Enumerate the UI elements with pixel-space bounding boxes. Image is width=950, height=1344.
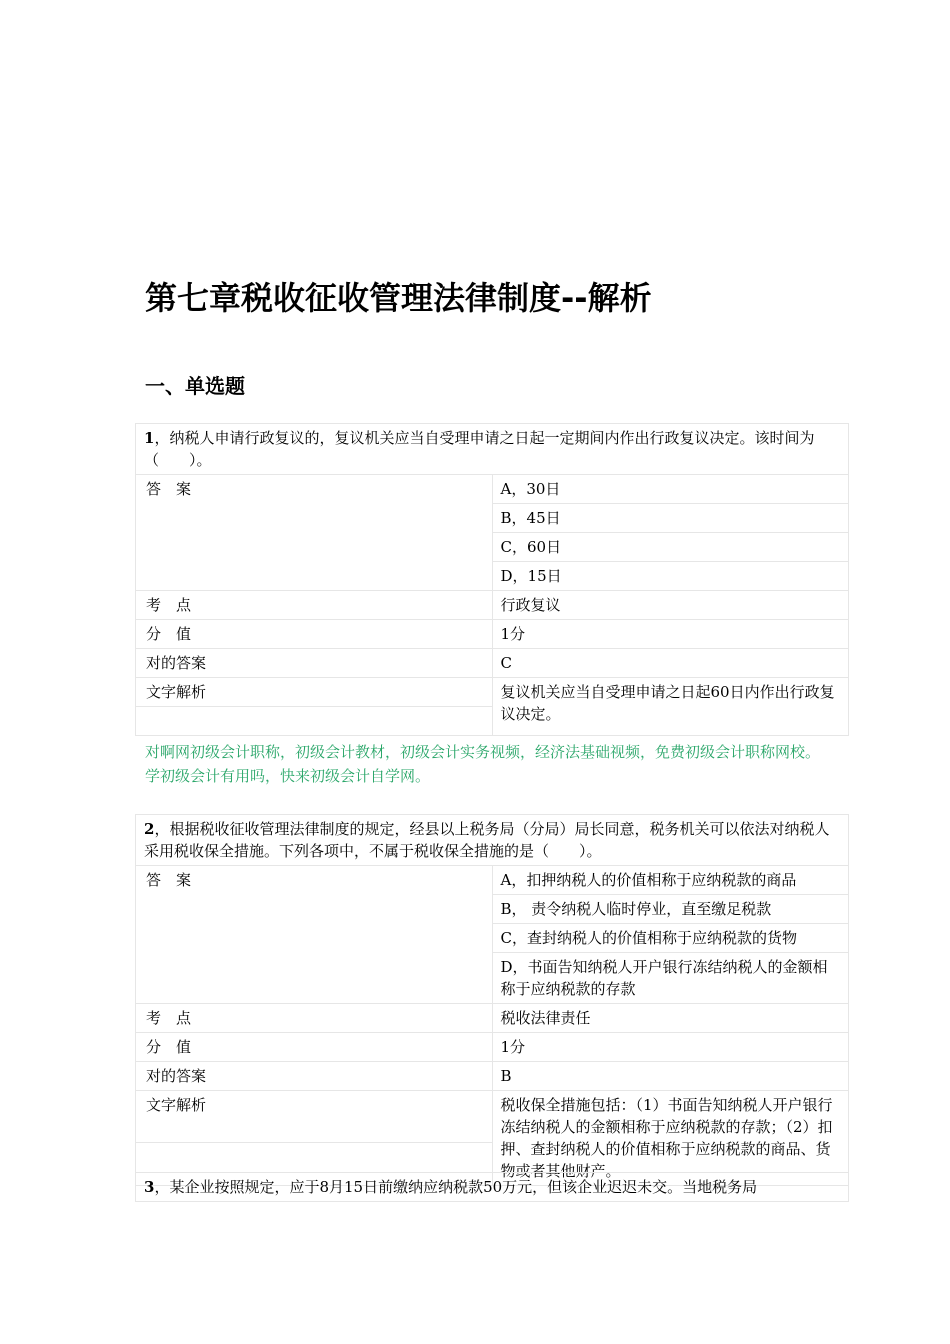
option-c: C，查封纳税人的价值相称于应纳税款的货物 [492, 924, 849, 953]
score-value: 1分 [492, 1033, 849, 1062]
question-3-table [135, 1172, 849, 1202]
explanation-text: 复议机关应当自受理申请之日起60日内作出行政复议决定。 [492, 678, 849, 736]
topic-value: 税收法律责任 [492, 1004, 849, 1033]
option-c: C，60日 [492, 533, 849, 562]
question-3-stem [136, 1173, 849, 1202]
answer-label: 答 案 [136, 475, 493, 591]
score-value: 1分 [492, 620, 849, 649]
correct-answer-label: 对的答案 [136, 1062, 493, 1091]
option-b: B，45日 [492, 504, 849, 533]
document-title: 第七章税收征收管理法律制度--解析 [145, 279, 652, 317]
correct-answer-value: C [492, 649, 849, 678]
question-2-table [135, 814, 849, 1186]
promo-block [145, 740, 825, 788]
answer-label: 答 案 [136, 866, 493, 1004]
question-text: ，某企业按照规定，应于8月15日前缴纳应纳税款50万元，但该企业迟迟未交。当地税务局 [154, 1178, 758, 1196]
option-d: D，15日 [492, 562, 849, 591]
question-2-stem [136, 815, 849, 866]
question-1-stem [136, 424, 849, 475]
option-b: B， 责令纳税人临时停业，直至缴足税款 [492, 895, 849, 924]
question-number: 2 [144, 820, 155, 838]
question-text: ，纳税人申请行政复议的，复议机关应当自受理申请之日起一定期间内作出行政复议决定。该时间为（ ）。 [144, 429, 815, 469]
score-label: 分 值 [136, 620, 493, 649]
question-number: 1 [144, 429, 155, 447]
explanation-text: 税收保全措施包括：（1）书面告知纳税人开户银行冻结纳税人的金额相称于应纳税款的存款；（2）扣押、查封纳税人的价值相称于应纳税款的商品、货物或者其他财产。 [492, 1091, 849, 1186]
promo-line-2[interactable]: 学初级会计有用吗，快来初级会计自学网。 [145, 767, 431, 785]
correct-answer-label: 对的答案 [136, 649, 493, 678]
question-text: ，根据税收征收管理法律制度的规定，经县以上税务局（分局）局长同意，税务机关可以依法对纳税人采用税收保全措施。下列各项中，不属于税收保全措施的是（ ）。 [144, 820, 830, 860]
topic-value: 行政复议 [492, 591, 849, 620]
empty-cell [136, 707, 493, 736]
option-d: D，书面告知纳税人开户银行冻结纳税人的金额相称于应纳税款的存款 [492, 953, 849, 1004]
promo-line-1[interactable]: 对啊网初级会计职称，初级会计教材，初级会计实务视频，经济法基础视频，免费初级会计职称网校。 [145, 743, 821, 761]
question-1-table [135, 423, 849, 736]
explanation-label: 文字解析 [136, 678, 493, 707]
section-heading: 一、单选题 [145, 374, 245, 398]
correct-answer-value: B [492, 1062, 849, 1091]
option-a: A，30日 [492, 475, 849, 504]
explanation-label: 文字解析 [136, 1091, 493, 1143]
topic-label: 考 点 [136, 591, 493, 620]
option-a: A，扣押纳税人的价值相称于应纳税款的商品 [492, 866, 849, 895]
score-label: 分 值 [136, 1033, 493, 1062]
topic-label: 考 点 [136, 1004, 493, 1033]
question-number: 3 [144, 1178, 155, 1196]
